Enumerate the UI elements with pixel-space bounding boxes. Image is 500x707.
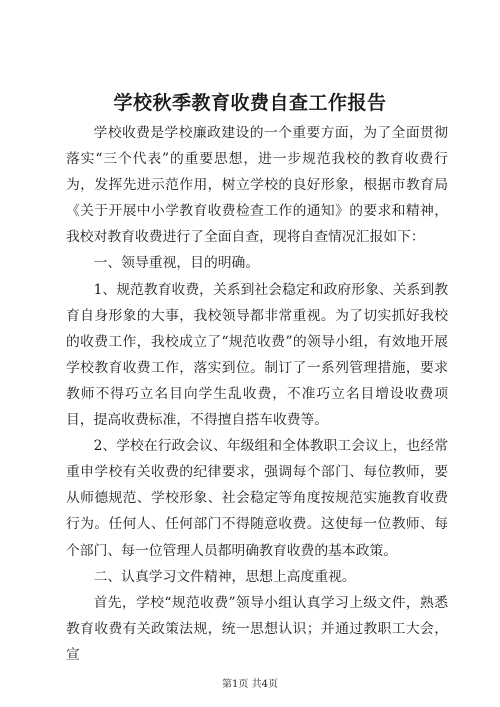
paragraph-item-2: 2、学校在行政会议、年级组和全体教职工会议上，也经常重申学校有关收费的纪律要求，强调每个部门、每位教师，要从师德规范、学校形象、社会稳定等角度按规范实施教育收费行为。任何人、任何部门不得随意收费。这使每一位教师、每个部门、每一位管理人员都明确教育收费的基本政策。 (66, 438, 448, 559)
document-title: 学校秋季教育收费自查工作报告 (113, 92, 387, 114)
page-number-footer: 第1页 共4页 (222, 679, 278, 690)
intro-paragraph: 学校收费是学校廉政建设的一个重要方面，为了全面贯彻落实“三个代表”的重要思想，进一步规范我校的教育收费行为，发挥先进示范作用，树立学校的良好形象，根据市教育局《关于开展中小学教育收费检查工作的通知》的要求和精神，我校对教育收费进行了全面自查，现将自查情况汇报如下： (66, 125, 448, 246)
paragraph-first: 首先，学校“规范收费”领导小组认真学习上级文件，熟悉教育收费有关政策法规，统一思想认识；并通过教职工大会，宣 (66, 594, 448, 663)
section-heading-1: 一、领导重视，目的明确。 (93, 255, 260, 272)
paragraph-item-1: 1、规范教育收费，关系到社会稳定和政府形象、关系到教育自身形象的大事，我校领导都非常重视。为了切实抓好我校的收费工作，我校成立了“规范收费”的领导小组，有效地开展学校教育收费工作，落实到位。制订了一系列管理措施，要求教师不得巧立名目向学生乱收费，不准巧立名目增设收费项目，提高收费标准，不得擅自搭车收费等。 (66, 281, 448, 429)
section-heading-2: 二、认真学习文件精神，思想上高度重视。 (93, 568, 356, 585)
document-body (66, 120, 448, 668)
